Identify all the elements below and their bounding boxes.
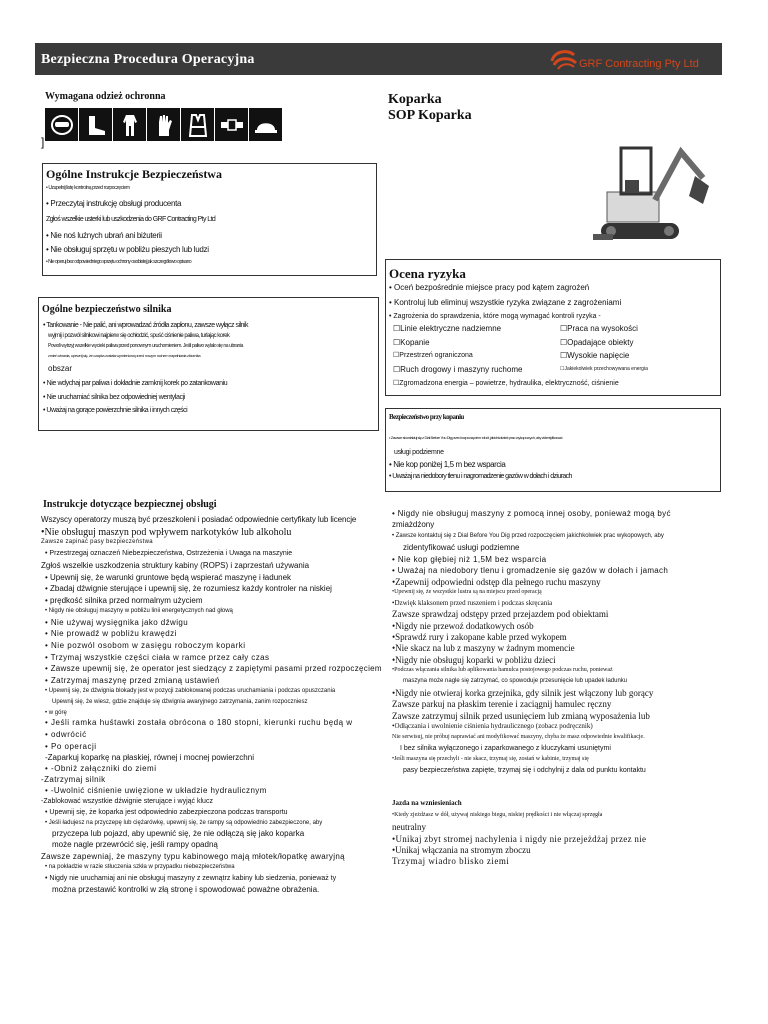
gloves-icon	[147, 108, 181, 141]
engine-item: • Tankowanie - Nie palić, ani wprowadzać źródła zapłonu, zawsze wyłącz silnik	[43, 322, 249, 329]
engine-item: • Nie wdychaj par paliwa i dokładnie zamknij korek po zatankowaniu	[43, 380, 228, 387]
operation-item: zmiażdżony	[392, 520, 435, 529]
operation-item: • Zawsze kontaktuj się z Dial Before You Dig przed rozpoczęciem jakichkolwiek prac wykopowych, aby	[392, 533, 664, 539]
operation-item: •Podczas włączania silnika lub aplikowania hamulca postojowego podczas ruchu, ponieważ	[392, 667, 613, 673]
face-shield-icon	[45, 108, 79, 141]
operation-item: •Nie obsługuj maszyn pod wpływem narkotyków lub alkoholu	[41, 527, 292, 538]
safety-boots-icon	[79, 108, 113, 141]
operation-item: •Nigdy nie obsługuj koparki w pobliżu dzieci	[392, 655, 556, 665]
operation-item: • -Uwolnić ciśnienie uwięzione w układzie hydraulicznym	[45, 786, 267, 795]
operation-item: • Upewnij się, że koparka jest odpowiednio zabezpieczona podczas transportu	[45, 809, 288, 816]
operation-item: • Upewnij się, że dźwignia blokady jest w pozycji zablokowanej podczas uruchamiania i podczas opuszczania	[45, 688, 336, 694]
operation-item: • Nie kop głębiej niż 1,5M bez wsparcia	[392, 555, 547, 564]
operation-item: Upewnij się, że wiesz, gdzie znajduje się dźwignia awaryjnego zatrzymania, zanim rozpoczniesz	[52, 699, 308, 705]
slopes-item: neutralny	[392, 822, 426, 832]
operation-item: •Nigdy nie przewoź dodatkowych osób	[392, 621, 534, 631]
risk-checkbox[interactable]: ☐Zgromadzona energia – powietrze, hydraulika, elektryczność, ciśnienie	[393, 380, 619, 387]
operation-item: •Dzwięk klaksonem przed ruszeniem i podczas skręcania	[392, 599, 553, 607]
ppe-title: Wymagana odzież ochronna	[45, 91, 166, 102]
operation-item: • na pokładzie w razie stłuczenia szkła w przypadku niebezpieczeństwa	[45, 864, 235, 870]
engine-item: zmień ubrania, upewnij się, że czapka została wymieniona przed nowym ruchem napełniania zbiornika	[48, 353, 201, 358]
operation-item: • Zawsze upewnij się, że operator jest siedzący z zapiętymi pasami przed rozpoczęciem	[45, 664, 382, 673]
excavator-icon	[585, 130, 717, 250]
operation-item: -Zaparkuj koparkę na płaskiej, równej i mocnej powierzchni	[45, 753, 254, 762]
operation-item: • -Obniż załączniki do ziemi	[45, 764, 157, 773]
operation-item: • Upewnij się, że warunki gruntowe będą wspierać maszynę i ładunek	[45, 573, 292, 582]
operation-item: •Odłączania i uwolnienie ciśnienia hydraulicznego (zobacz podręcznik)	[392, 722, 593, 730]
general-item: • Nie obsługuj sprzętu w pobliżu pieszych lub ludzi	[46, 245, 209, 254]
general-item: Zgłoś wszelkie usterki lub uszkodzenia do GRF Contracting Pty Ltd	[46, 216, 216, 223]
operation-item: • Zatrzymaj maszynę przed zmianą ustawień	[45, 676, 220, 685]
digging-item: • Zawsze skontaktuj się z Dial Before You Dig przed rozpoczęciem robót, jakichkolwiek prac wykopowych, aby zidentyfikować	[389, 435, 563, 440]
hi-vis-vest-icon	[181, 108, 215, 141]
general-title: Ogólne Instrukcje Bezpieczeństwa	[46, 167, 222, 181]
engine-item: • Nie uruchamiać silnika bez odpowiedniej wentylacji	[43, 394, 185, 401]
risk-checkbox[interactable]: ☐Opadające obiekty	[560, 338, 634, 347]
risk-item: • Oceń bezpośrednie miejsce pracy pod kątem zagrożeń	[389, 283, 590, 292]
operation-item: Zawsze sprawdzaj odstępy przed przejazdem pod obiektami	[392, 609, 609, 619]
operation-item: Nie serwisuj, nie próbuj naprawiać ani modyfikować maszyny, chyba że masz odpowiednie kwalifikacje.	[392, 734, 645, 740]
digging-item: • Uważaj na niedobory tlenu i nagromadzenie gazów w dołach i dziurach	[389, 473, 572, 480]
general-item: • Uzupełnij listę kontrolną przed rozpoczęciem	[46, 185, 130, 191]
operation-title: Instrukcje dotyczące bezpiecznej obsługi	[43, 499, 217, 510]
machine-title: Koparka	[388, 92, 442, 107]
operation-item: Zawsze parkuj na płaskim terenie i zaciągnij hamulec ręczny	[392, 699, 612, 709]
operation-item: • w górę	[45, 710, 67, 716]
general-item: • Nie noś luźnych ubrań ani biżuterii	[46, 231, 162, 240]
operation-item: • Uważaj na niedobory tlenu i gromadzenie się gazów w dołach i jamach	[392, 566, 669, 575]
stray-mark: ]	[41, 135, 45, 149]
operation-item: • Nie używaj wysięgnika jako dźwigu	[45, 618, 189, 627]
operation-item: • Nigdy nie uruchamiaj ani nie obsługuj maszyny z zewnątrz kabiny lub siedzenia, ponieważ ty	[45, 875, 337, 882]
operation-item: • Przestrzegaj oznaczeń Niebezpieczeństwa, Ostrzeżenia i Uwaga na maszynie	[45, 550, 293, 557]
operation-item: pasy bezpieczeństwa zapięte, trzymaj się i odchylnij z dala od punktu kontaktu	[403, 767, 646, 774]
operation-item: I bez silnika wyłączonego i zaparkowanego z kluczykami usuniętymi	[400, 745, 611, 752]
operation-item: Zawsze zapewniaj, że maszyny typu kabinowego mają młotek/łopatkę awaryjną	[41, 852, 345, 861]
risk-checkbox[interactable]: ☐Praca na wysokości	[560, 324, 638, 333]
operation-item: • prędkość silnika przed normalnym użyciem	[45, 596, 203, 605]
engine-item: Powoli wytrzyj wszelkie wycieki paliwa przed ponownym uruchomieniem. Jeśli paliwo wylało się na ubrania	[48, 343, 244, 349]
operation-item: Zgłoś wszelkie uszkodzenia struktury kabiny (ROPS) i zaprzestań używania	[41, 561, 310, 570]
company-logo-icon	[548, 47, 580, 76]
operation-item: Wszyscy operatorzy muszą być przeszkoleni i posiadać odpowiednie certyfikaty lub licencje	[41, 515, 357, 524]
risk-checkbox[interactable]: ☐Linie elektryczne nadziemne	[393, 324, 502, 333]
operation-item: • Nie prowadź w pobliżu krawędzi	[45, 629, 177, 638]
operation-item: •Nie skacz na lub z maszyny w żadnym momencie	[392, 643, 575, 653]
document-title: Bezpieczna Procedura Operacyjna	[41, 52, 255, 67]
risk-checkbox[interactable]: ☐Ruch drogowy i maszyny ruchome	[393, 365, 523, 374]
company-name: GRF Contracting Pty Ltd	[579, 58, 699, 70]
risk-item: • Zagrożenia do sprawdzenia, które mogą wymagać kontroli ryzyka -	[389, 313, 601, 320]
hard-hat-icon	[249, 108, 283, 141]
risk-checkbox[interactable]: ☐Kopanie	[393, 338, 430, 347]
risk-item: • Kontroluj lub eliminuj wszystkie ryzyka związane z zagrożeniami	[389, 298, 622, 307]
engine-item: obszar	[48, 364, 73, 373]
operation-item: • Trzymaj wszystkie części ciała w ramce przez cały czas	[45, 653, 270, 662]
operation-item: Zawsze zapinać pasy bezpieczeństwa	[41, 539, 153, 545]
general-item: • Nie operuj bez odpowiedniego sprzętu ochrony osobistej jak szczegółowo opisano	[46, 259, 192, 265]
operation-item: przyczepa lub pojazd, aby upewnić się, że nie odłączą się jako koparka	[52, 829, 305, 838]
slopes-title: Jazda na wzniesieniach	[392, 799, 462, 807]
operation-item: •Jeśli maszyna się przechyli - nie skacz, trzymaj się, zostań w kabinie, trzymaj się	[392, 756, 589, 762]
digging-item: • Nie kop poniżej 1,5 m bez wsparcia	[389, 460, 506, 469]
slopes-item: Trzymaj wiadro blisko ziemi	[392, 856, 510, 866]
operation-item: • Jeśli ładujesz na przyczepę lub ciężarówkę, upewnij się, że rampy są odpowiednio zabezpieczone, aby	[45, 820, 323, 826]
machine-subtitle: SOP Koparka	[388, 108, 472, 123]
slopes-item: •Unikaj włączania na stromym zboczu	[392, 845, 531, 855]
slopes-item: •Unikaj zbyt stromej nachylenia i nigdy nie przejeżdżaj przez nie	[392, 834, 647, 844]
slopes-item: •Kiedy zjeżdżasz w dół, używaj niskiego biegu, niskiej prędkości i nie włączaj sprzęgła	[392, 812, 603, 818]
coveralls-icon	[113, 108, 147, 141]
engine-item: wyjmij i pozwól silnikowi najpierw się ochłodzić, spuść ciśnienie paliwa, turlając korek	[48, 333, 230, 339]
operation-item: Zawsze zatrzymuj silnik przed usunięciem lub zmianą wyposażenia lub	[392, 711, 650, 721]
operation-item: • Jeśli ramka huśtawki została obrócona o 180 stopni, kierunki ruchu będą w	[45, 718, 353, 727]
operation-item: •Nigdy nie otwieraj korka grzejnika, gdy silnik jest włączony lub gorący	[392, 688, 654, 698]
risk-checkbox[interactable]: ☐Jakiekolwiek przechowywana energia	[560, 366, 648, 372]
operation-item: zidentyfikować usługi podziemne	[403, 543, 520, 552]
digging-item: usługi podziemne	[394, 449, 444, 456]
operation-item: -Zablokować wszystkie dźwignie sterujące i wyjąć klucz	[41, 798, 213, 805]
operation-item: można przestawić kontrolki w złą stronę i spowodować poważne obrażenia.	[52, 885, 320, 894]
operation-item: •Sprawdź rury i zakopane kable przed wykopem	[392, 632, 567, 642]
ppe-icon-row	[45, 108, 283, 141]
engine-item: • Uważaj na gorące powierzchnie silnika i innych części	[43, 407, 188, 414]
seat-belt-icon	[215, 108, 249, 141]
operation-item: -Zatrzymaj silnik	[41, 775, 106, 784]
operation-item: • odwrócić	[45, 730, 87, 739]
operation-item: • Zbadaj dźwignie sterujące i upewnij się, że rozumiesz każdy kontroler na niskiej	[45, 584, 332, 593]
operation-item: • Po operacji	[45, 742, 97, 751]
risk-checkbox[interactable]: ☐Przestrzeń ograniczona	[393, 352, 473, 359]
operation-item: • Nigdy nie obsługuj maszyny z pomocą innej osoby, ponieważ mogą być	[392, 509, 671, 518]
engine-title: Ogólne bezpieczeństwo silnika	[42, 304, 172, 315]
operation-item: może nagle przewrócić się, jeśli rampy opadną	[52, 840, 218, 849]
general-item: • Przeczytaj instrukcję obsługi producenta	[46, 199, 182, 208]
operation-item: maszyna może nagle się zatrzymać, co spowoduje przesunięcie lub upadek ładunku	[403, 678, 628, 684]
digging-title: Bezpieczeństwo przy kopaniu	[389, 413, 464, 421]
operation-item: • Nigdy nie obsługuj maszyny w pobliżu linii energetycznych nad głową	[45, 608, 233, 614]
risk-checkbox[interactable]: ☐Wysokie napięcie	[560, 351, 630, 360]
risk-title: Ocena ryzyka	[389, 266, 466, 281]
operation-item: • Nie pozwól osobom w zasięgu roboczym koparki	[45, 641, 246, 650]
operation-item: •Upewnij się, że wszystkie lustra są na miejscu przed operacją	[392, 589, 542, 595]
operation-item: •Zapewnij odpowiedni odstęp dla pełnego ruchu maszyny	[392, 577, 601, 587]
